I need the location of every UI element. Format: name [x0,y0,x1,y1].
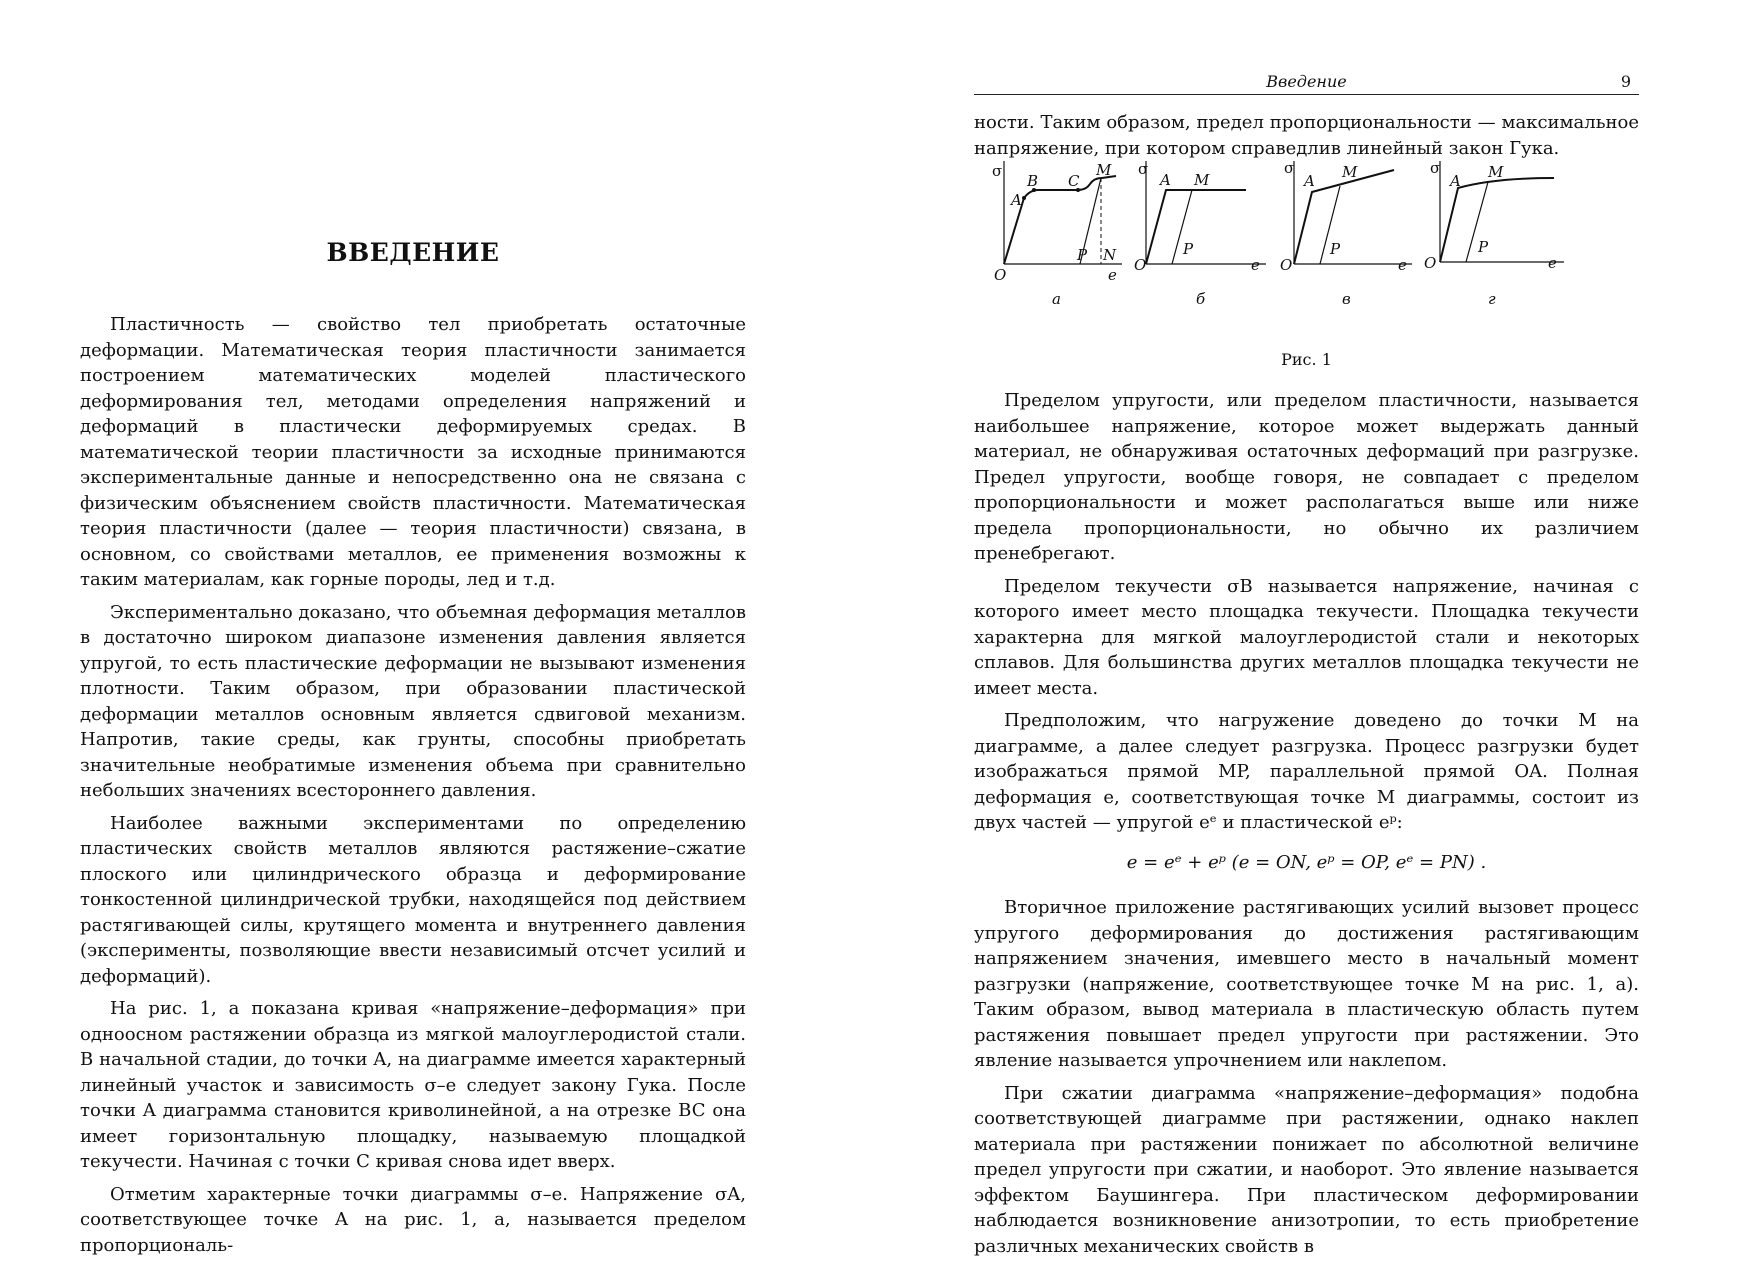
subcaption-v: в [1342,290,1351,308]
subcaption-a: а [1052,290,1061,308]
svg-text:O: O [1424,254,1437,272]
svg-text:A: A [1450,172,1461,190]
curve-g [1440,178,1554,262]
chapter-title: ВВЕДЕНИЕ [326,238,500,267]
svg-text:M: M [1488,163,1504,181]
paragraph: Наиболее важными экспериментами по определению пластических свойств металлов являются растяжение–сжатие плоского или цилиндрического образца и деформирование тонкостенной цилиндрической трубки, находящейся под действием растягивающей силы, крутящего момента и внутреннего давления (эксперименты, позволяющие ввести независимый отсчет усилий и деформаций). [80,812,746,987]
paragraph: На рис. 1, а показана кривая «напряжение–деформация» при одноосном растяжении образца из мягкой малоуглеродистой стали. В начальной стадии, до точки A, на диаграмме имеется характерный линейный участок и зависимость σ–e следует закону Гука. После точки A диаграмма становится криволинейной, а на отрезке BC она имеет горизонтальную площадку, называемую площадкой текучести. Начиная с точки C кривая снова идет вверх. [80,998,746,1172]
paragraph: Экспериментально доказано, что объемная деформация металлов в достаточно широком диапазоне изменения давления является упругой, то есть пластические деформации не вызывают изменения плотности. Таким образом, при образовании пластической деформации металлов основным является сдвиговой механизм. Напротив, такие среды, как грунты, способны приобретать значительные необратимые изменения объема при сравнительно небольших значениях всестороннего давления. [80,601,746,801]
figure-caption: Рис. 1 [1281,350,1332,369]
point-a [1022,196,1026,200]
subcaption-g: г [1488,290,1496,308]
figure-1 [974,159,1639,381]
paragraph: Вторичное приложение растягивающих усилий вызовет процесс упругого деформирования до достижения растягивающим напряжением значения, имевшего место в начальный момент разгрузки (напряжение, соответствующее точке M на рис. 1, а). Таким образом, вывод материала в пластическую область путем растяжения повышает предел упругости при растяжении. Это явление называется упрочнением или наклепом. [974,897,1639,1071]
svg-text:O: O [1134,256,1147,274]
svg-text:σ: σ [1284,159,1295,177]
label-n: N [1103,246,1117,264]
left-text-column [80,312,746,1265]
label-a: A [1011,191,1022,209]
right-page [877,0,1754,1257]
paragraph: При сжатии диаграмма «напряжение–деформация» подобна соответствующей диаграмме при растяжении, однако наклеп материала при растяжении понижает по абсолютной величине предел упругости при сжатии, и наоборот. Это явление называется эффектом Баушингера. При пластическом деформировании наблюдается возникновение анизотропии, то есть приобретение различных механических свойств в [974,1082,1639,1257]
running-title: Введение [1266,72,1347,91]
label-sigma: σ [992,162,1003,180]
svg-text:P: P [1330,240,1341,258]
svg-text:M: M [1342,163,1358,181]
stress-strain-diagrams [974,159,1639,346]
label-e: e [1108,266,1117,284]
subcaption-b: б [1196,290,1206,308]
label-m: M [1096,161,1112,179]
svg-text:e: e [1398,256,1407,274]
paragraph: Пределом текучести σB называется напряжение, начиная с которого имеет место площадка текучести. Площадка текучести характерна для мягкой малоуглеродистой стали и некоторых сплавов. Для большинства других металлов площадка текучести не имеет места. [974,575,1639,699]
svg-text:A: A [1160,171,1171,189]
svg-text:e: e [1251,256,1260,274]
paragraph: ности. Таким образом, предел пропорциональности — максимальное напряжение, при котором справедлив линейный закон Гука. [974,112,1639,159]
curve-b [1146,190,1246,264]
curve-a [1004,176,1116,264]
paragraph: Пластичность — свойство тел приобретать остаточные деформации. Математическая теория пластичности занимается построением математических моделей пластического деформирования тел, методами определения напряжений и деформаций в пластически деформируемых средах. В математической теории пластичности за исходные принимаются экспериментальные данные и непосредственно она не связана с физическим объяснением свойств пластичности. Математическая теория пластичности (далее — теория пластичности) связана, в основном, со свойствами металлов, ее применения возможны к таким материалам, как горные породы, лед и т.д. [80,314,746,590]
paragraph: Отметим характерные точки диаграммы σ–e. Напряжение σA, соответствующее точке A на рис. 1, а, называется пределом пропорциональ- [80,1183,746,1256]
svg-text:e: e [1548,254,1557,272]
svg-text:O: O [1280,256,1293,274]
svg-text:σ: σ [1430,159,1441,177]
label-p: P [1077,246,1088,264]
svg-text:σ: σ [1138,160,1149,178]
left-page [0,0,877,1256]
right-top-text [974,110,1639,168]
running-header [974,72,1639,95]
svg-text:P: P [1183,240,1194,258]
right-main-text [974,388,1639,1266]
label-b: B [1027,172,1039,190]
svg-text:P: P [1478,238,1489,256]
formula: e = eᵉ + eᵖ (e = ON, eᵖ = OP, eᵉ = PN) . [1126,851,1487,873]
svg-text:A: A [1304,172,1315,190]
label-origin: O [994,266,1007,284]
svg-text:M: M [1194,171,1210,189]
paragraph: Пределом упругости, или пределом пластичности, называется наибольшее напряжение, которое может выдержать данный материал, не обнаруживая остаточных деформаций при разгрузке. Предел упругости, вообще говоря, не совпадает с пределом пропорциональности и может располагаться выше или ниже предела пропорциональности, но обычно их различием пренебрегают. [974,390,1639,564]
paragraph: Предположим, что нагружение доведено до точки M на диаграмме, а далее следует разгрузка. Процесс разгрузки будет изображаться прямой MP, параллельной прямой OA. Полная деформация e, соответствующая точке M диаграммы, состоит из двух частей — упругой eᵉ и пластической eᵖ: [974,710,1639,833]
label-c: C [1068,172,1080,190]
page-number: 9 [1620,72,1631,91]
